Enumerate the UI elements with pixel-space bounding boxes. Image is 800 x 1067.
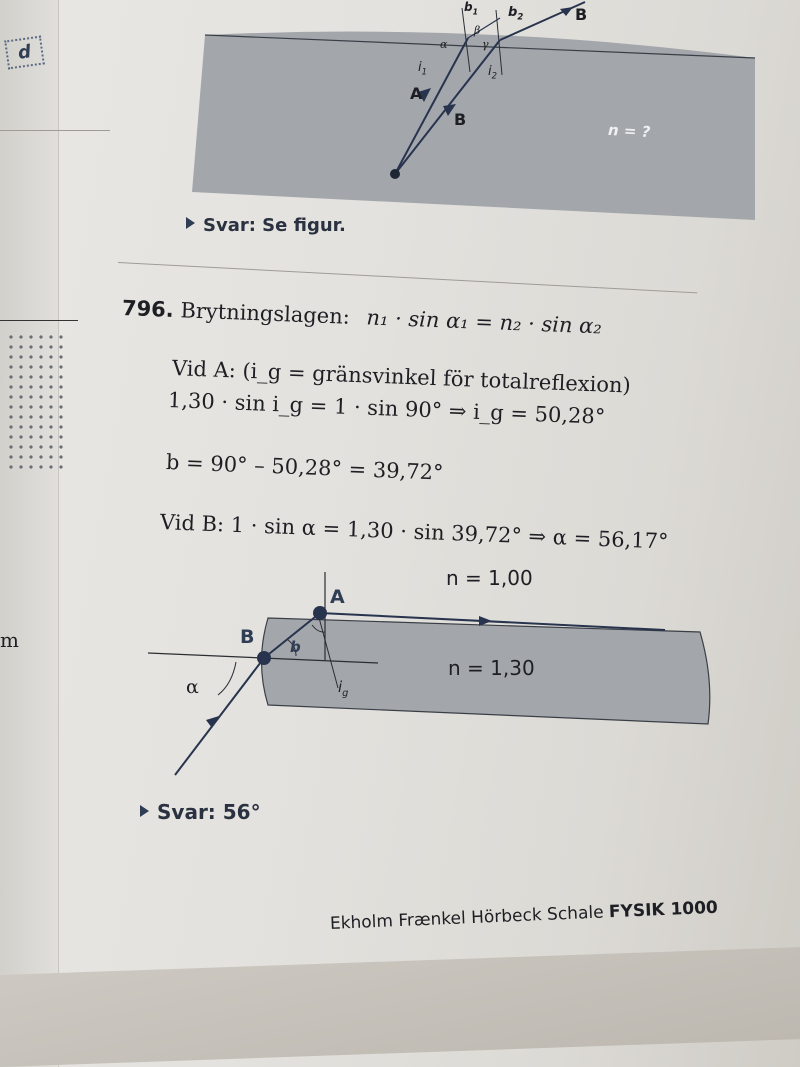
label-b2: $b_2$ (508, 5, 524, 22)
top-glass-block (192, 32, 755, 220)
problem-number: 796. (121, 296, 175, 322)
label-ig: $i_g$ (338, 678, 349, 699)
label-b-angle: b (290, 638, 301, 656)
answer-top: Svar: Se figur. (186, 215, 346, 236)
law-formula: n₁ · sin α₁ = n₂ · sin α₂ (366, 305, 603, 339)
answer-bottom: Svar: 56° (140, 800, 261, 824)
point-B (257, 651, 271, 665)
line-sin-ig: 1,30 · sin i_g = 1 · sin 90° ⇒ i_g = 50,28° (167, 388, 606, 429)
label-alpha-top: α (440, 38, 448, 51)
angle-alpha-arc (218, 662, 236, 695)
label-A-bottom: A (330, 586, 345, 608)
answer-arrow-icon (186, 217, 195, 229)
label-A-top: A (410, 84, 423, 103)
footer-authors: Ekholm Frænkel Hörbeck Schale (329, 902, 604, 934)
label-n-air: n = 1,00 (446, 566, 533, 590)
label-n-glass: n = 1,30 (448, 656, 535, 680)
label-i1: $i_1$ (418, 60, 427, 77)
margin-letter-m: m (0, 628, 19, 652)
label-beta: β (474, 24, 481, 37)
margin-letter-d: d (4, 36, 45, 70)
label-n-unknown: n = ? (607, 120, 651, 142)
label-B-bottom: B (240, 626, 255, 648)
line-b-angle: b = 90° – 50,28° = 39,72° (165, 450, 444, 485)
line-vid-b: Vid B: 1 · sin α = 1,30 · sin 39,72° ⇒ α = 56,17° (159, 510, 669, 554)
label-i2: $i_2$ (488, 64, 497, 81)
label-B-top: B (575, 5, 588, 24)
law-title: Brytningslagen: (180, 298, 351, 329)
answer-arrow-icon-2 (140, 805, 149, 817)
top-source-point (390, 169, 400, 179)
label-B-mid: B (454, 110, 467, 129)
footer-book: FYSIK 1000 (608, 897, 719, 923)
label-b1: $b_1$ (464, 0, 479, 17)
bottom-arrow-in (206, 716, 219, 728)
label-alpha-bottom: α (186, 676, 199, 698)
line-vid-a: Vid A: (i_g = gränsvinkel för totalreflexion) (171, 356, 632, 398)
label-gamma: γ (482, 38, 489, 51)
point-A (313, 606, 327, 620)
